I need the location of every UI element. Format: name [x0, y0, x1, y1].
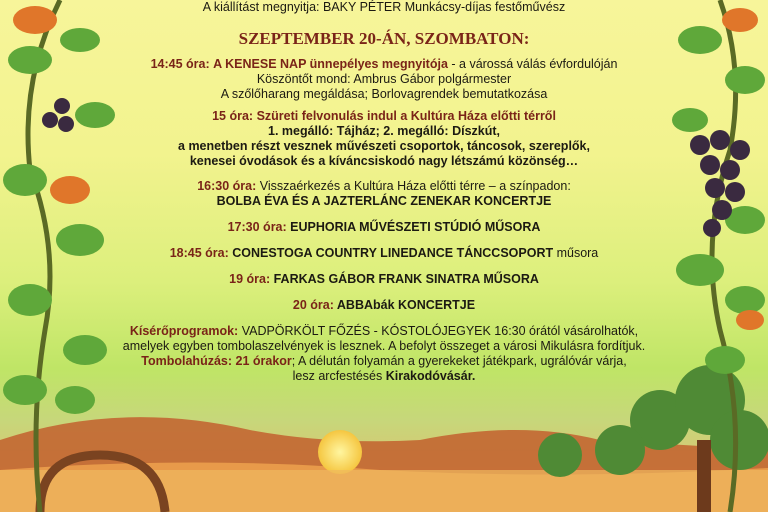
program-19: 19 óra: FARKAS GÁBOR FRANK SINATRA MŰSORA	[229, 272, 539, 286]
raffle-line: Tombolahúzás: 21 órakor; A délután folyamán a gyerekeket játékpark, ugrálóvár várja,	[141, 354, 627, 368]
program-1845: 18:45 óra: CONESTOGA COUNTRY LINEDANCE TÁNCCSOPORT műsora	[169, 246, 599, 260]
extras-line: lesz arcfestésés Kirakodóvásár.	[292, 369, 476, 383]
sun	[318, 430, 362, 474]
program-20: 20 óra: ABBAbák KONCERTJE	[292, 298, 476, 312]
program-line: kenesei óvodások és a kíváncsiskodó nagy létszámú közönség…	[189, 154, 579, 168]
program-15: 15 óra: Szüreti felvonulás indul a Kultúra Háza előtti térről	[212, 109, 556, 123]
program-line: a menetben részt vesznek művészeti csoportok, táncosok, szereplők,	[178, 139, 590, 153]
program-1630: 16:30 óra: Visszaérkezés a Kultúra Háza előtti térre – a színpadon:	[197, 179, 571, 193]
extras-line: amelyek egyben tombolaszelvények is lesznek. A befolyt összeget a városi Mikulásra fordítjuk.	[122, 339, 646, 353]
poster-text	[110, 0, 658, 384]
date-heading: SZEPTEMBER 20-ÁN, SZOMBATON:	[238, 29, 530, 48]
program-1445: 14:45 óra: A KENESE NAP ünnepélyes megnyitója - a várossá válás évfordulóján	[150, 57, 618, 71]
program-1730: 17:30 óra: EUPHORIA MŰVÉSZETI STÚDIÓ MŰSORA	[227, 220, 541, 234]
opening-line: A kiállítást megnyitja: BAKY PÉTER Munkácsy-díjas festőművész	[202, 0, 566, 14]
program-line: A szőlőharang megáldása; Borlovagrendek bemutatkozása	[220, 87, 548, 101]
program-line: 1. megálló: Tájház; 2. megálló: Díszkút,	[268, 124, 500, 138]
program-line: BOLBA ÉVA ÉS A JAZTERLÁNC ZENEKAR KONCERTJE	[216, 194, 552, 208]
post	[697, 440, 711, 512]
program-line: Köszöntőt mond: Ambrus Gábor polgármester	[256, 72, 512, 86]
extras-line: Kísérőprogramok: VADPÖRKÖLT FŐZÉS - KÓSTOLÓJEGYEK 16:30 órától vásárolhatók,	[129, 324, 639, 338]
